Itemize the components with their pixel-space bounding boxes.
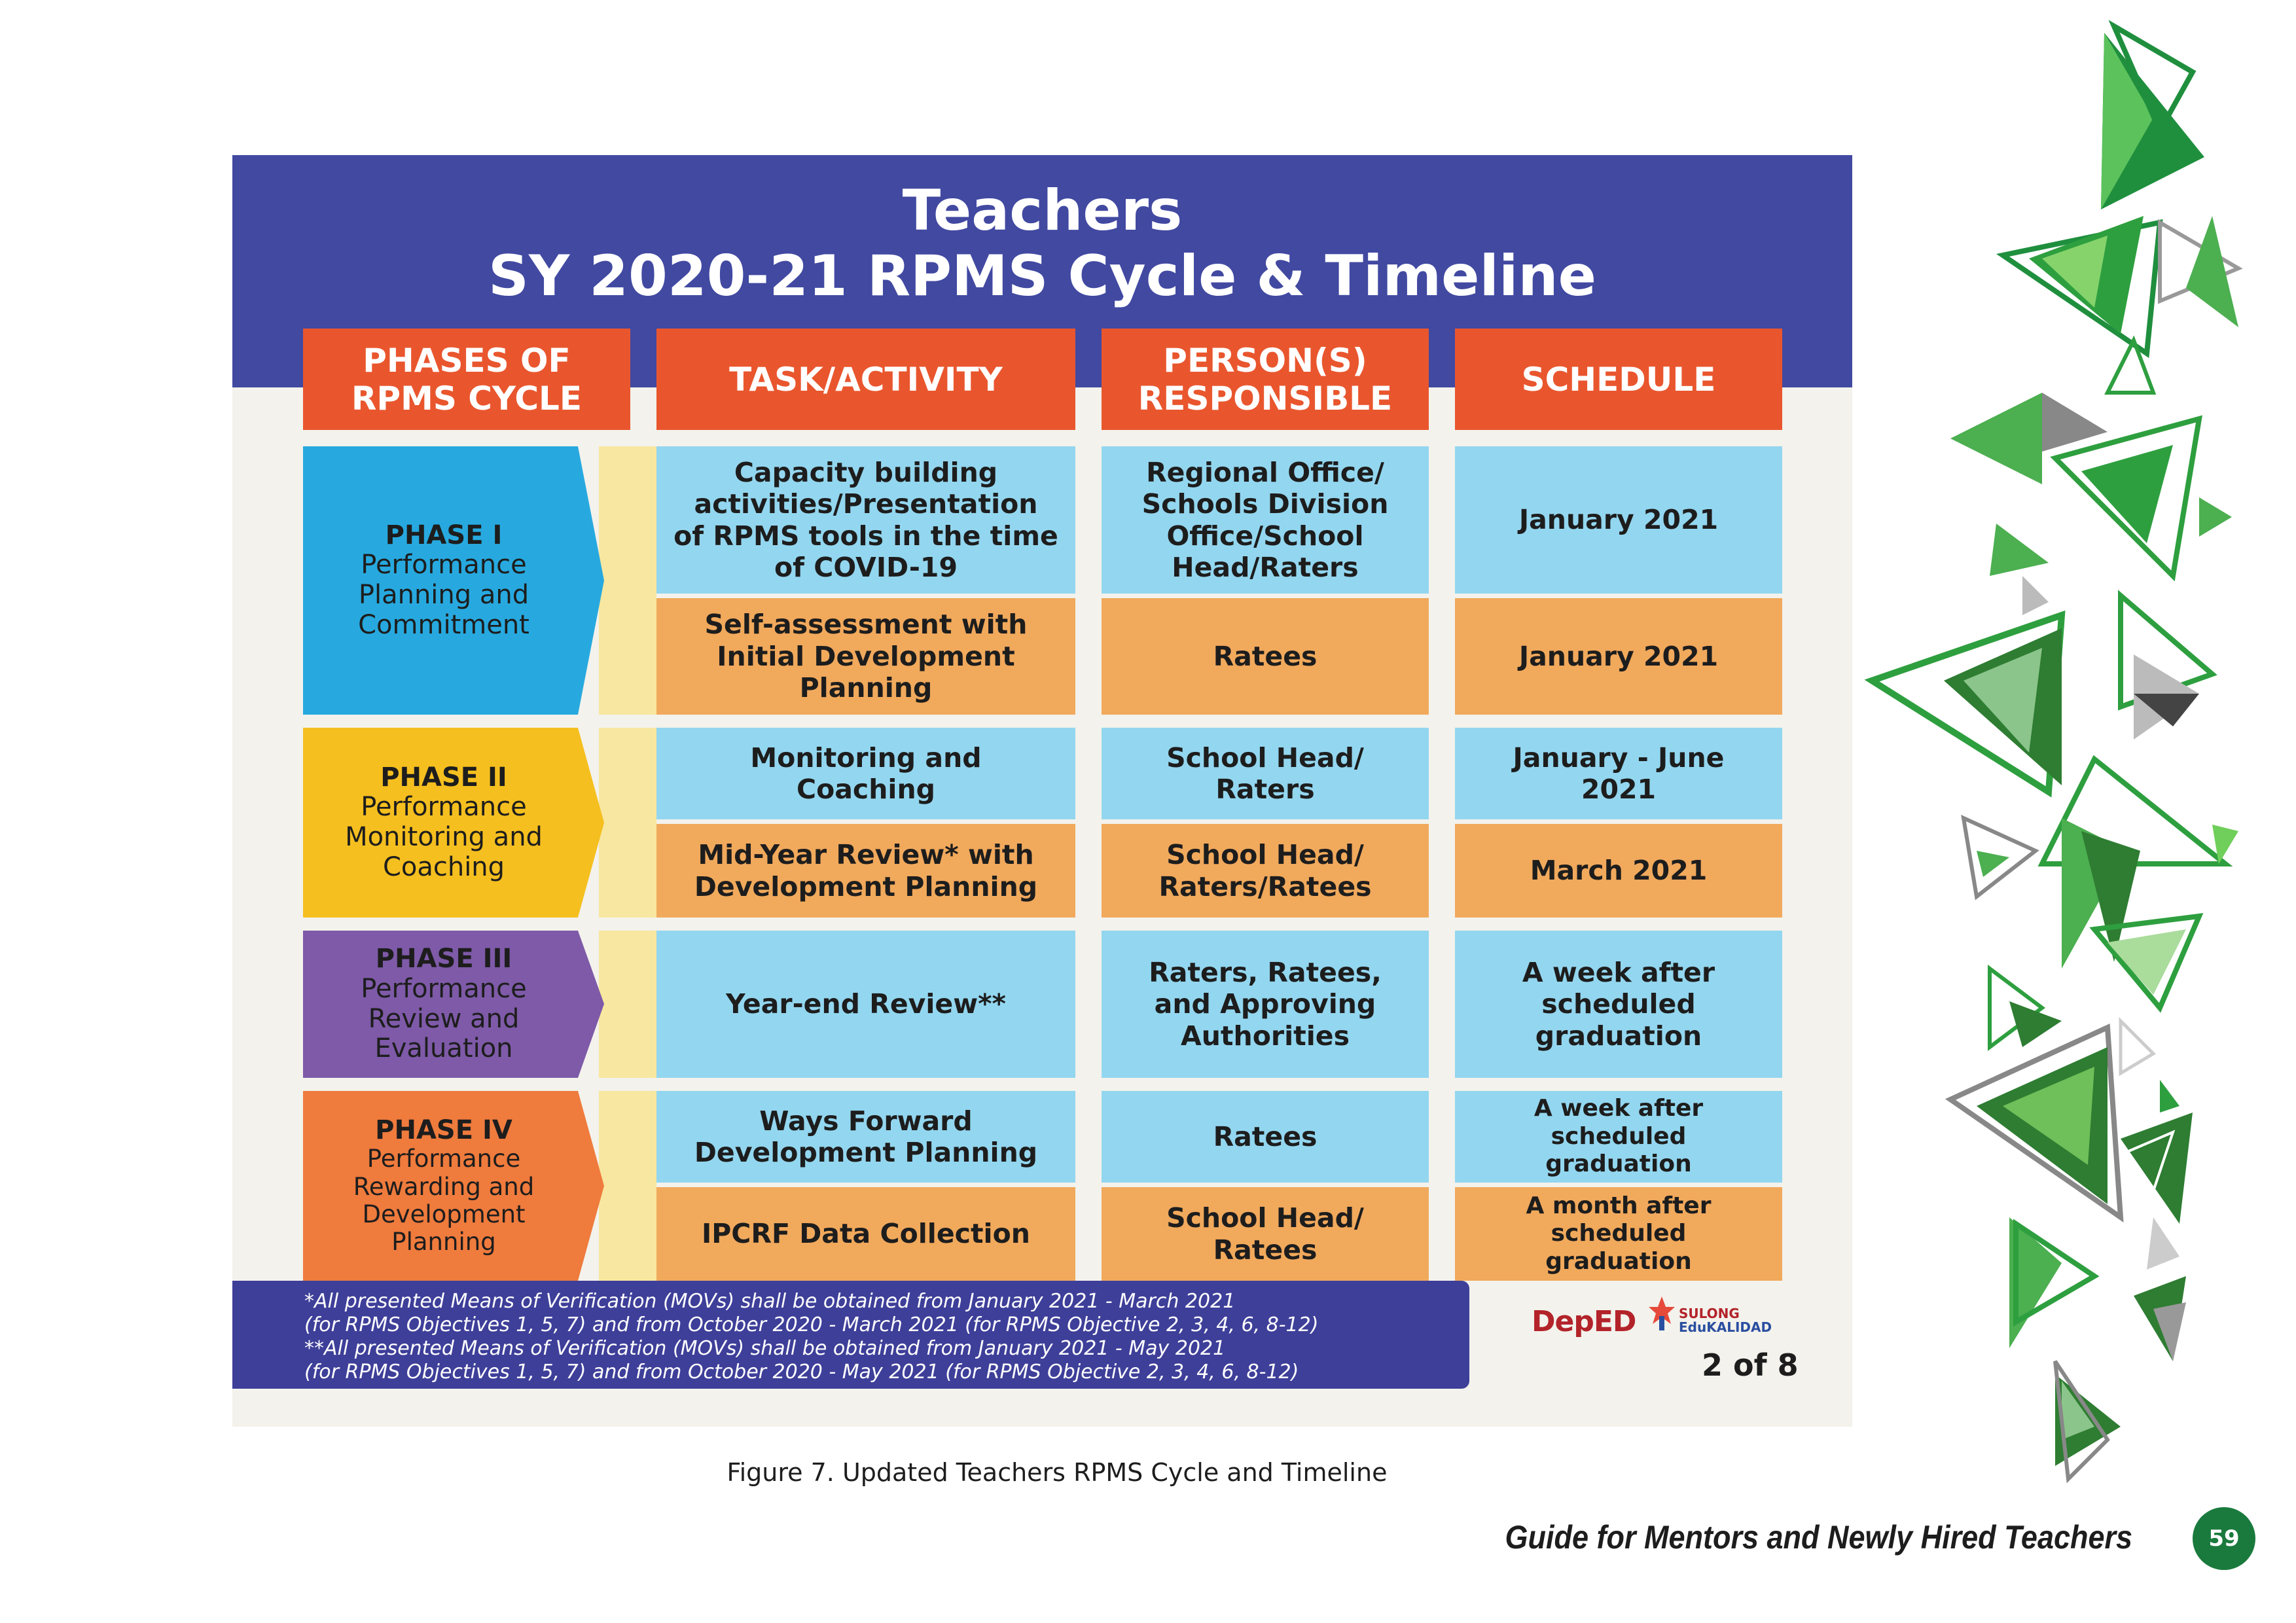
row-2-person-line-1: Ratees	[1213, 640, 1318, 672]
row-3-person-line-1: School Head/	[1166, 741, 1364, 774]
row-6-schedule-line-2: scheduled	[1551, 1122, 1687, 1150]
row-5-person-line-3: Authorities	[1180, 1020, 1350, 1052]
edukalidad-text: EduKALIDAD	[1679, 1319, 1772, 1335]
row-4-schedule	[1455, 824, 1782, 918]
notes-box	[232, 1281, 1469, 1389]
phase-2-desc-line-3: Coaching	[382, 851, 505, 882]
row-7-schedule	[1455, 1187, 1782, 1281]
row-3-task	[656, 728, 1075, 819]
phase-3-desc-line-3: Evaluation	[374, 1033, 513, 1064]
row-7-person-line-2: Ratees	[1213, 1234, 1318, 1266]
sulong-edukalidad-logo	[1679, 1307, 1772, 1334]
phase-4-desc-line-3: Development	[362, 1200, 526, 1228]
row-7-schedule-line-2: scheduled	[1551, 1220, 1687, 1247]
phase-4-desc-line-4: Planning	[391, 1227, 496, 1256]
phase-4-desc-line-2: Rewarding and	[353, 1172, 535, 1201]
row-2-schedule-line-1: January 2021	[1518, 640, 1719, 672]
row-1-task-line-2: activities/Presentation	[694, 488, 1038, 520]
row-5-person-line-1: Raters, Ratees,	[1149, 956, 1382, 988]
row-2-schedule	[1455, 598, 1782, 715]
row-4-person-line-1: School Head/	[1166, 839, 1364, 871]
rpms-infographic	[232, 155, 1852, 1427]
header-task: TASK/ACTIVITY	[656, 329, 1075, 430]
decorative-triangles	[1846, 0, 2296, 1505]
phase-1-desc-line-2: Planning and	[358, 580, 529, 610]
title-line-1: Teachers	[902, 178, 1183, 243]
row-6-task-line-1: Ways Forward	[759, 1105, 973, 1137]
row-1-person	[1102, 446, 1429, 594]
title-line-2: SY 2020-21 RPMS Cycle & Timeline	[488, 243, 1596, 309]
header-phases	[303, 329, 630, 430]
row-7-schedule-line-1: A month after	[1526, 1192, 1712, 1219]
phase-3-label	[303, 931, 584, 1078]
row-6-schedule-line-3: graduation	[1545, 1150, 1692, 1178]
row-7-schedule-line-3: graduation	[1545, 1247, 1692, 1275]
phase-3-desc-line-1: Performance	[361, 973, 527, 1004]
phase-4-number: PHASE IV	[375, 1115, 512, 1145]
triangle-decor-icon	[1872, 26, 2238, 1479]
phase-1-label	[303, 446, 584, 715]
row-1-schedule-line-1: January 2021	[1518, 504, 1719, 536]
row-5-schedule	[1455, 931, 1782, 1078]
header-person-line-1: PERSON(S)	[1163, 341, 1367, 380]
row-5-task	[656, 931, 1075, 1078]
row-1-schedule	[1455, 446, 1782, 594]
row-1-task-line-3: of RPMS tools in the time	[673, 520, 1058, 552]
row-2-person	[1102, 598, 1429, 715]
row-1-task-line-1: Capacity building	[734, 456, 998, 488]
page-counter: 2 of 8	[1702, 1347, 1799, 1383]
row-7-person	[1102, 1187, 1429, 1281]
row-5-person	[1102, 931, 1429, 1078]
row-1-task	[656, 446, 1075, 594]
row-1-person-line-4: Head/Raters	[1172, 551, 1359, 583]
row-4-person	[1102, 824, 1429, 918]
phase-3-number: PHASE III	[375, 944, 512, 974]
footer-title: Guide for Mentors and Newly Hired Teachers	[1505, 1519, 2132, 1556]
header-phases-line-2: RPMS CYCLE	[351, 379, 583, 418]
sulong-emblem-icon	[1646, 1294, 1677, 1333]
row-2-task-line-3: Planning	[799, 672, 933, 704]
row-3-task-line-1: Monitoring and	[750, 741, 982, 774]
phase-2-desc-line-1: Performance	[361, 792, 527, 823]
header-person-line-2: RESPONSIBLE	[1138, 379, 1393, 418]
row-6-person-line-1: Ratees	[1213, 1120, 1318, 1152]
sulong-text: SULONG	[1679, 1306, 1740, 1321]
note-line-1: *All presented Means of Verification (MOVs) shall be obtained from January 2021 - March 2021	[304, 1290, 1236, 1313]
deped-logo: DepED	[1532, 1305, 1636, 1338]
row-4-schedule-line-1: March 2021	[1530, 855, 1708, 887]
phase-1-desc-line-1: Performance	[361, 550, 527, 580]
note-line-4: (for RPMS Objectives 1, 5, 7) and from October 2020 - May 2021 (for RPMS Objective 2, 3, 4, 6, 8-12)	[304, 1361, 1299, 1383]
row-7-task	[656, 1187, 1075, 1281]
row-5-schedule-line-1: A week after	[1522, 956, 1715, 988]
page-number-badge: 59	[2193, 1507, 2255, 1570]
phase-1-desc-line-3: Commitment	[358, 609, 529, 640]
row-5-person-line-2: and Approving	[1154, 988, 1376, 1020]
phase-1-number: PHASE I	[385, 520, 503, 550]
phase-2-strip	[599, 728, 656, 918]
row-5-task-line-1: Year-end Review**	[726, 988, 1006, 1020]
row-6-schedule-line-1: A week after	[1534, 1095, 1704, 1122]
phase-4-desc-line-1: Performance	[367, 1145, 521, 1173]
note-line-2: (for RPMS Objectives 1, 5, 7) and from October 2020 - March 2021 (for RPMS Objective 2, 3, 4, 6, 8-12)	[304, 1313, 1319, 1336]
row-3-person	[1102, 728, 1429, 819]
row-3-person-line-2: Raters	[1215, 774, 1315, 805]
header-person	[1102, 329, 1429, 430]
phase-2-desc-line-2: Monitoring and	[345, 822, 543, 852]
phase-1-strip	[599, 446, 656, 715]
row-3-schedule-line-1: January - June	[1513, 741, 1725, 774]
row-1-person-line-1: Regional Office/	[1146, 456, 1384, 488]
row-1-person-line-2: Schools Division	[1141, 488, 1389, 520]
row-4-task-line-1: Mid-Year Review* with	[698, 839, 1034, 871]
phase-4-label	[303, 1091, 584, 1281]
phase-2-label	[303, 728, 584, 918]
row-1-task-line-4: of COVID-19	[774, 551, 958, 583]
row-7-person-line-1: School Head/	[1166, 1202, 1364, 1234]
row-2-task	[656, 598, 1075, 715]
row-5-schedule-line-2: scheduled	[1541, 988, 1696, 1020]
row-6-task	[656, 1091, 1075, 1183]
header-schedule: SCHEDULE	[1455, 329, 1782, 430]
row-4-task-line-2: Development Planning	[694, 870, 1038, 902]
row-1-person-line-3: Office/School	[1166, 520, 1364, 552]
row-3-schedule	[1455, 728, 1782, 819]
note-line-3: **All presented Means of Verification (MOVs) shall be obtained from January 2021 - May 2021	[304, 1337, 1226, 1360]
phase-3-desc-line-2: Review and	[368, 1003, 520, 1034]
phase-4-strip	[599, 1091, 656, 1281]
row-6-schedule	[1455, 1091, 1782, 1183]
row-4-task	[656, 824, 1075, 918]
row-2-task-line-1: Self-assessment with	[704, 609, 1028, 641]
row-3-schedule-line-2: 2021	[1581, 774, 1657, 805]
row-5-schedule-line-3: graduation	[1535, 1020, 1702, 1052]
row-6-person	[1102, 1091, 1429, 1183]
row-3-task-line-2: Coaching	[796, 774, 935, 805]
row-6-task-line-2: Development Planning	[694, 1137, 1038, 1168]
phase-2-number: PHASE II	[380, 762, 507, 793]
phase-3-strip	[599, 931, 656, 1078]
header-phases-line-1: PHASES OF	[363, 341, 571, 380]
row-2-task-line-2: Initial Development	[717, 640, 1015, 672]
row-4-person-line-2: Raters/Ratees	[1158, 870, 1372, 902]
row-7-task-line-1: IPCRF Data Collection	[702, 1218, 1030, 1250]
figure-caption: Figure 7. Updated Teachers RPMS Cycle and Timeline	[726, 1458, 1388, 1487]
